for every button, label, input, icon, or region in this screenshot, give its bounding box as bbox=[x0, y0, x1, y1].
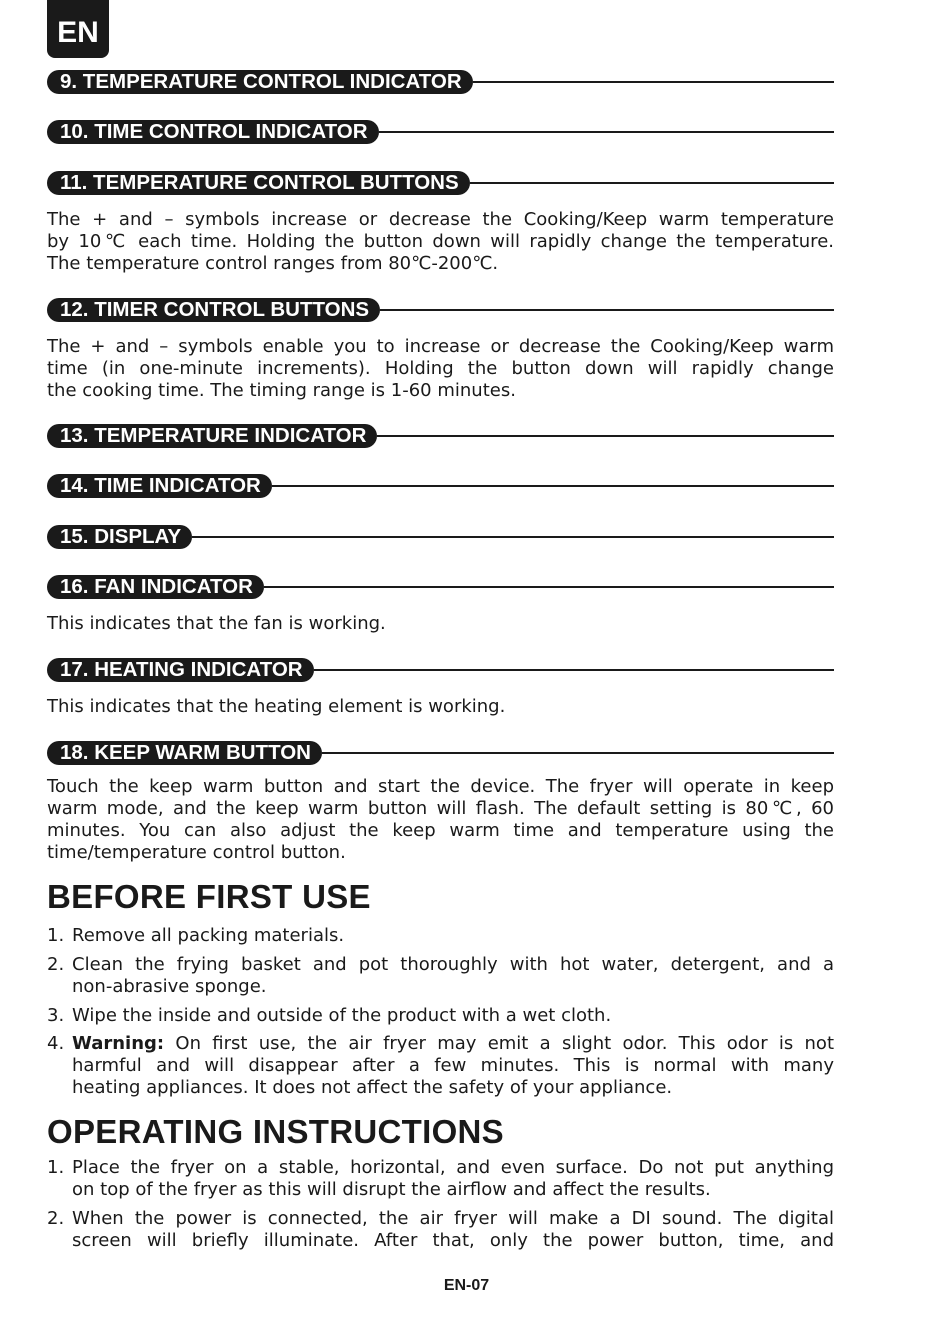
divider-line bbox=[377, 435, 834, 437]
text-line: the cooking time. The timing range is 1-60 minutes. bbox=[47, 380, 516, 401]
list-item bbox=[47, 1157, 834, 1201]
divider-line bbox=[380, 309, 834, 311]
section-heading-10 bbox=[47, 120, 834, 144]
text-line: Touch the keep warm button and start the device. The fryer will operate in keep bbox=[47, 776, 834, 797]
section-title: 16. FAN INDICATOR bbox=[47, 575, 264, 599]
list-text: non-abrasive sponge. bbox=[72, 976, 267, 997]
section-18-text bbox=[47, 776, 834, 864]
list-text: screen will briefly illuminate. After that, only the power button, time, and bbox=[72, 1230, 834, 1251]
section-heading-9 bbox=[47, 70, 834, 94]
section-title: 9. TEMPERATURE CONTROL INDICATOR bbox=[47, 70, 473, 94]
section-11-text bbox=[47, 209, 834, 275]
text-line: by 10℃ each time. Holding the button down will rapidly change the temperature. bbox=[47, 231, 834, 252]
list-item bbox=[47, 1208, 834, 1252]
text-line: This indicates that the fan is working. bbox=[47, 613, 386, 634]
text-line: time (in one-minute increments). Holding the button down will rapidly change bbox=[47, 358, 834, 379]
list-text: When the power is connected, the air fryer will make a DI sound. The digital bbox=[72, 1208, 834, 1229]
text-line: minutes. You can also adjust the keep warm time and temperature using the bbox=[47, 820, 834, 841]
section-title: 10. TIME CONTROL INDICATOR bbox=[47, 120, 379, 144]
operating-instructions-heading: OPERATING INSTRUCTIONS bbox=[47, 1113, 504, 1150]
language-badge: EN bbox=[47, 0, 109, 58]
section-heading-14 bbox=[47, 474, 834, 498]
divider-line bbox=[379, 131, 834, 133]
divider-line bbox=[473, 81, 834, 83]
section-12-text bbox=[47, 336, 834, 402]
list-text bbox=[72, 1033, 834, 1055]
divider-line bbox=[264, 586, 834, 588]
list-number: 2. bbox=[47, 1208, 65, 1229]
section-title: 17. HEATING INDICATOR bbox=[47, 658, 314, 682]
divider-line bbox=[322, 752, 834, 754]
list-item bbox=[47, 925, 834, 947]
section-heading-15 bbox=[47, 525, 834, 549]
list-text: Place the fryer on a stable, horizontal, and even surface. Do not put anything bbox=[72, 1157, 834, 1178]
section-heading-12 bbox=[47, 298, 834, 322]
text-line: warm mode, and the keep warm button will flash. The default setting is 80℃, 60 bbox=[47, 798, 834, 819]
list-number: 3. bbox=[47, 1005, 65, 1026]
section-16-text bbox=[47, 613, 834, 635]
section-heading-17 bbox=[47, 658, 834, 682]
section-title: 11. TEMPERATURE CONTROL BUTTONS bbox=[47, 171, 470, 195]
list-text: on top of the fryer as this will disrupt the airflow and affect the results. bbox=[72, 1179, 711, 1200]
section-title: 18. KEEP WARM BUTTON bbox=[47, 741, 322, 765]
before-first-use-heading: BEFORE FIRST USE bbox=[47, 878, 371, 915]
text-line: The + and – symbols enable you to increase or decrease the Cooking/Keep warm bbox=[47, 336, 834, 357]
section-title: 15. DISPLAY bbox=[47, 525, 192, 549]
section-17-text bbox=[47, 696, 834, 718]
warning-label: Warning: bbox=[72, 1033, 165, 1054]
list-number: 1. bbox=[47, 925, 65, 946]
text-line: The temperature control ranges from 80℃-200℃. bbox=[47, 253, 499, 274]
section-title: 14. TIME INDICATOR bbox=[47, 474, 272, 498]
list-number: 2. bbox=[47, 954, 65, 975]
list-text: heating appliances. It does not affect the safety of your appliance. bbox=[72, 1077, 673, 1098]
divider-line bbox=[314, 669, 834, 671]
list-text: Clean the frying basket and pot thoroughly with hot water, detergent, and a bbox=[72, 954, 834, 975]
divider-line bbox=[272, 485, 834, 487]
section-heading-13 bbox=[47, 424, 834, 448]
list-text: Wipe the inside and outside of the product with a wet cloth. bbox=[72, 1005, 612, 1026]
list-item bbox=[47, 954, 834, 998]
section-heading-16 bbox=[47, 575, 834, 599]
divider-line bbox=[192, 536, 834, 538]
page-number: EN-07 bbox=[443, 1277, 490, 1294]
list-text: Remove all packing materials. bbox=[72, 925, 345, 946]
text-line: This indicates that the heating element is working. bbox=[47, 696, 506, 717]
text-line: The + and – symbols increase or decrease the Cooking/Keep warm temperature bbox=[47, 209, 834, 230]
section-heading-18 bbox=[47, 741, 834, 765]
divider-line bbox=[470, 182, 834, 184]
list-number: 1. bbox=[47, 1157, 65, 1178]
warning-text: On first use, the air fryer may emit a slight odor. This odor is not bbox=[164, 1033, 834, 1054]
list-text: harmful and will disappear after a few minutes. This is normal with many bbox=[72, 1055, 834, 1076]
list-item bbox=[47, 1033, 834, 1099]
section-title: 13. TEMPERATURE INDICATOR bbox=[47, 424, 377, 448]
text-line: time/temperature control button. bbox=[47, 842, 346, 863]
list-number: 4. bbox=[47, 1033, 65, 1054]
section-heading-11 bbox=[47, 171, 834, 195]
list-item bbox=[47, 1005, 834, 1027]
section-title: 12. TIMER CONTROL BUTTONS bbox=[47, 298, 380, 322]
